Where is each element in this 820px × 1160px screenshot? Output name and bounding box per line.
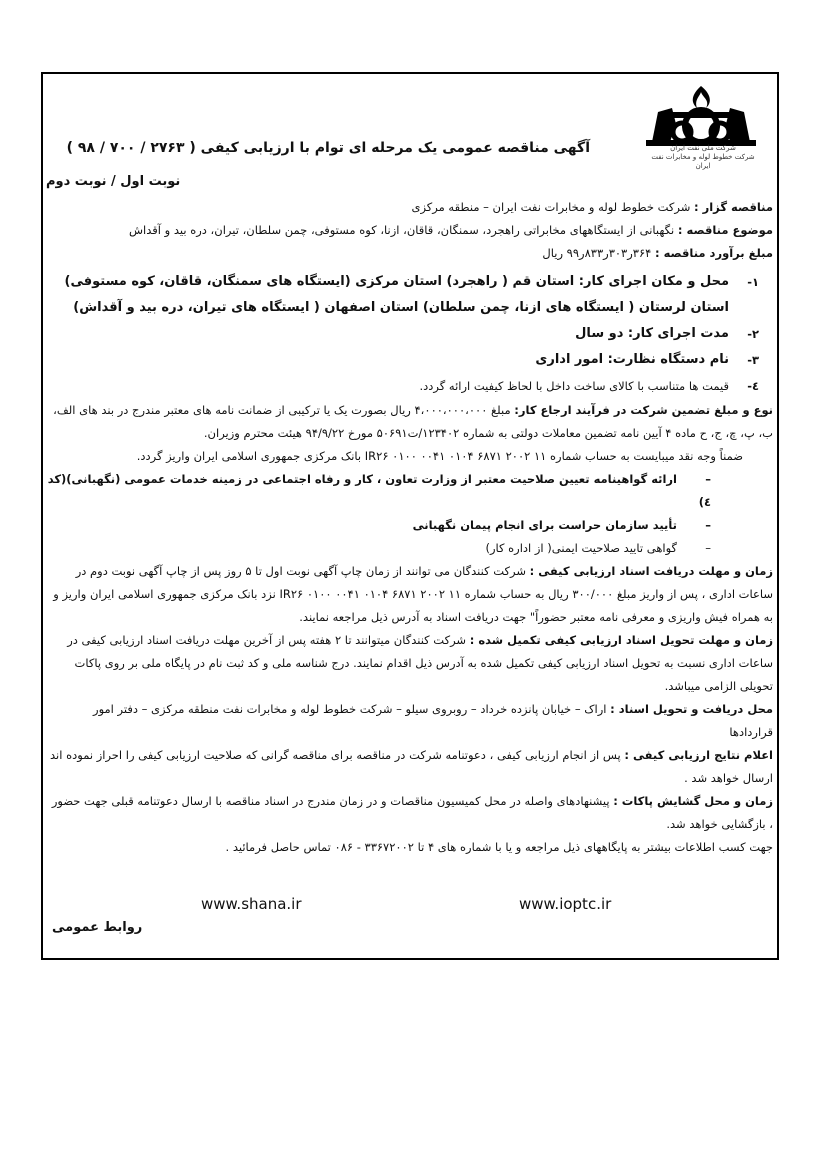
envelope-opening: زمان و محل گشایش پاکات : پیشنهادهای واصله در محل کمیسیون مناقصات و در زمان مندرج در اسناد مناقصه با ارسال دعوتنامه قبلی جهت حضور ، بازگشایی خواهد شد. [51,794,773,831]
deliver-docs: زمان و مهلت تحویل اسناد ارزیابی کیفی تکمیل شده : شرکت کنندگان میتوانند تا ۲ هفته پس از آخرین مهلت دریافت اسناد ارزیابی کیفی در ساعات اداری نسبت به تحویل اسناد ارزیابی کیفی تکمیل شده به آدرس ذیل اقدام نمایند. درج شناسه ملی و کد ثبت نام در پایگاه ملی بر روی پاکات تحویلی الزامی میباشد. [67,633,773,693]
list-item: ۱- محل و مکان اجرای کار: استان قم ( راهجرد) استان مرکزی (ایستگاه های سمنگان، قاقان، کوه مستوفی) استان لرستان ( ایستگاه های ازنا، چمن سلطان) استان اصفهان ( ایستگاه های تیران، دره بید و آقداش) [64,274,759,315]
notice-title: آگهی مناقصه عمومی یک مرحله ای توام با ارزیابی کیفی ( ۲۷۶۳ / ۷۰۰ / ۹۸ ) [66,140,590,156]
tender-org: مناقصه گزار : شرکت خطوط لوله و مخابرات نفت ایران – منطقه مرکزی [411,200,773,214]
guarantee: نوع و مبلغ تضمین شرکت در فرآیند ارجاع کار: مبلغ ۴،۰۰۰،۰۰۰،۰۰۰ ریال بصورت یک یا ترکیبی از ضمانت نامه های معتبر مندرج در بند های الف، ب، پ، چ، ج، ح ماده ۴ آیین نامه تضمین معاملات دولتی به شماره ۱۲۳۴۰۲/ت۵۰۶۹۱ مورخ ۹۴/۹/۲۲ هیئت محترم وزیران. [53,403,773,440]
public-relations-signature: روابط عمومی [52,920,143,935]
link-shana[interactable]: www.shana.ir [201,895,302,913]
nioc-flame-logo-icon [640,84,762,148]
requirement-item: –تأیید سازمان حراست برای انجام پیمان نگهبانی [412,518,711,532]
tender-subject: موضوع مناقصه : نگهبانی از ایستگاههای مخابراتی راهجرد، سمنگان، قاقان، ازنا، کوه مستوفی، چمن سلطان، تیران، دره بید و آقداش [129,223,773,237]
logo-subtitle: شرکت ملی نفت ایران شرکت خطوط لوله و مخابرات نفت ایران [651,144,755,170]
link-ioptc[interactable]: www.ioptc.ir [519,895,612,913]
list-item: ٤- قیمت ها متناسب با کالای ساخت داخل با لحاظ کیفیت ارائه گردد. [419,379,759,393]
publication-round: نوبت اول / نوبت دوم [46,174,181,189]
requirement-item: –ارائه گواهینامه تعیین صلاحیت معتبر از وزارت تعاون ، کار و رفاه اجتماعی در زمینه خدمات عمومی (نگهبانی)(کد ٤) [47,472,711,509]
requirement-item: –گواهی تایید صلاحیت ایمنی( از اداره کار) [485,541,711,555]
results-announcement: اعلام نتایج ارزیابی کیفی : پس از انجام ارزیابی کیفی ، دعوتنامه شرکت در مناقصه برای مناقصه گرانی که صلاحیت ارزیابی کیفی را احراز نموده اند ارسال خواهد شد . [50,748,773,785]
list-item: ۲- مدت اجرای کار: دو سال [575,326,759,341]
notice-body [46,196,773,859]
docs-address: محل دریافت و تحویل اسناد : اراک – خیابان پانزده خرداد – روبروی سیلو – شرکت خطوط لوله و مخابرات نفت منطقه مرکزی – دفتر امور قراردادها [93,702,773,739]
contact-info: جهت کسب اطلاعات بیشتر به پایگاههای ذیل مراجعه و یا با شماره های ۴ تا ۳۳۶۷۲۰۰۲ - ۰۸۶ تماس حاصل فرمائید . [225,840,773,854]
receive-docs: زمان و مهلت دریافت اسناد ارزیابی کیفی : شرکت کنندگان می توانند از زمان چاپ آگهی نوبت اول تا ۵ روز پس از چاپ آگهی نوبت دوم در ساعات اداری ، پس از واریز مبلغ ۳۰۰/۰۰۰ ریال به حساب شماره IR۲۶ ۰۱۰۰ ۰۰۴۱ ۰۱۰۴ ۶۸۷۱ ۲۰۰۲ ۱۱ نزد بانک مرکزی جمهوری اسلامی ایران واریز و به همراه فیش واریزی و معرفی نامه معتبر حضوراً" جهت دریافت اسناد به آدرس ذیل مراجعه نمایند. [53,564,773,624]
list-item: ۳- نام دستگاه نظارت: امور اداری [535,352,759,367]
guarantee-cash: ضمناً وجه نقد میبایست به حساب شماره IR۲۶ ۰۱۰۰ ۰۰۴۱ ۰۱۰۴ ۶۸۷۱ ۲۰۰۲ ۱۱ بانک مرکزی جمهوری اسلامی ایران واریز گردد. [136,449,743,463]
tender-estimate: مبلغ برآورد مناقصه : ۳۶۴ر۳۰۳ر۸۳۳ر۹۹ ریال [542,246,773,260]
logo [640,84,762,188]
